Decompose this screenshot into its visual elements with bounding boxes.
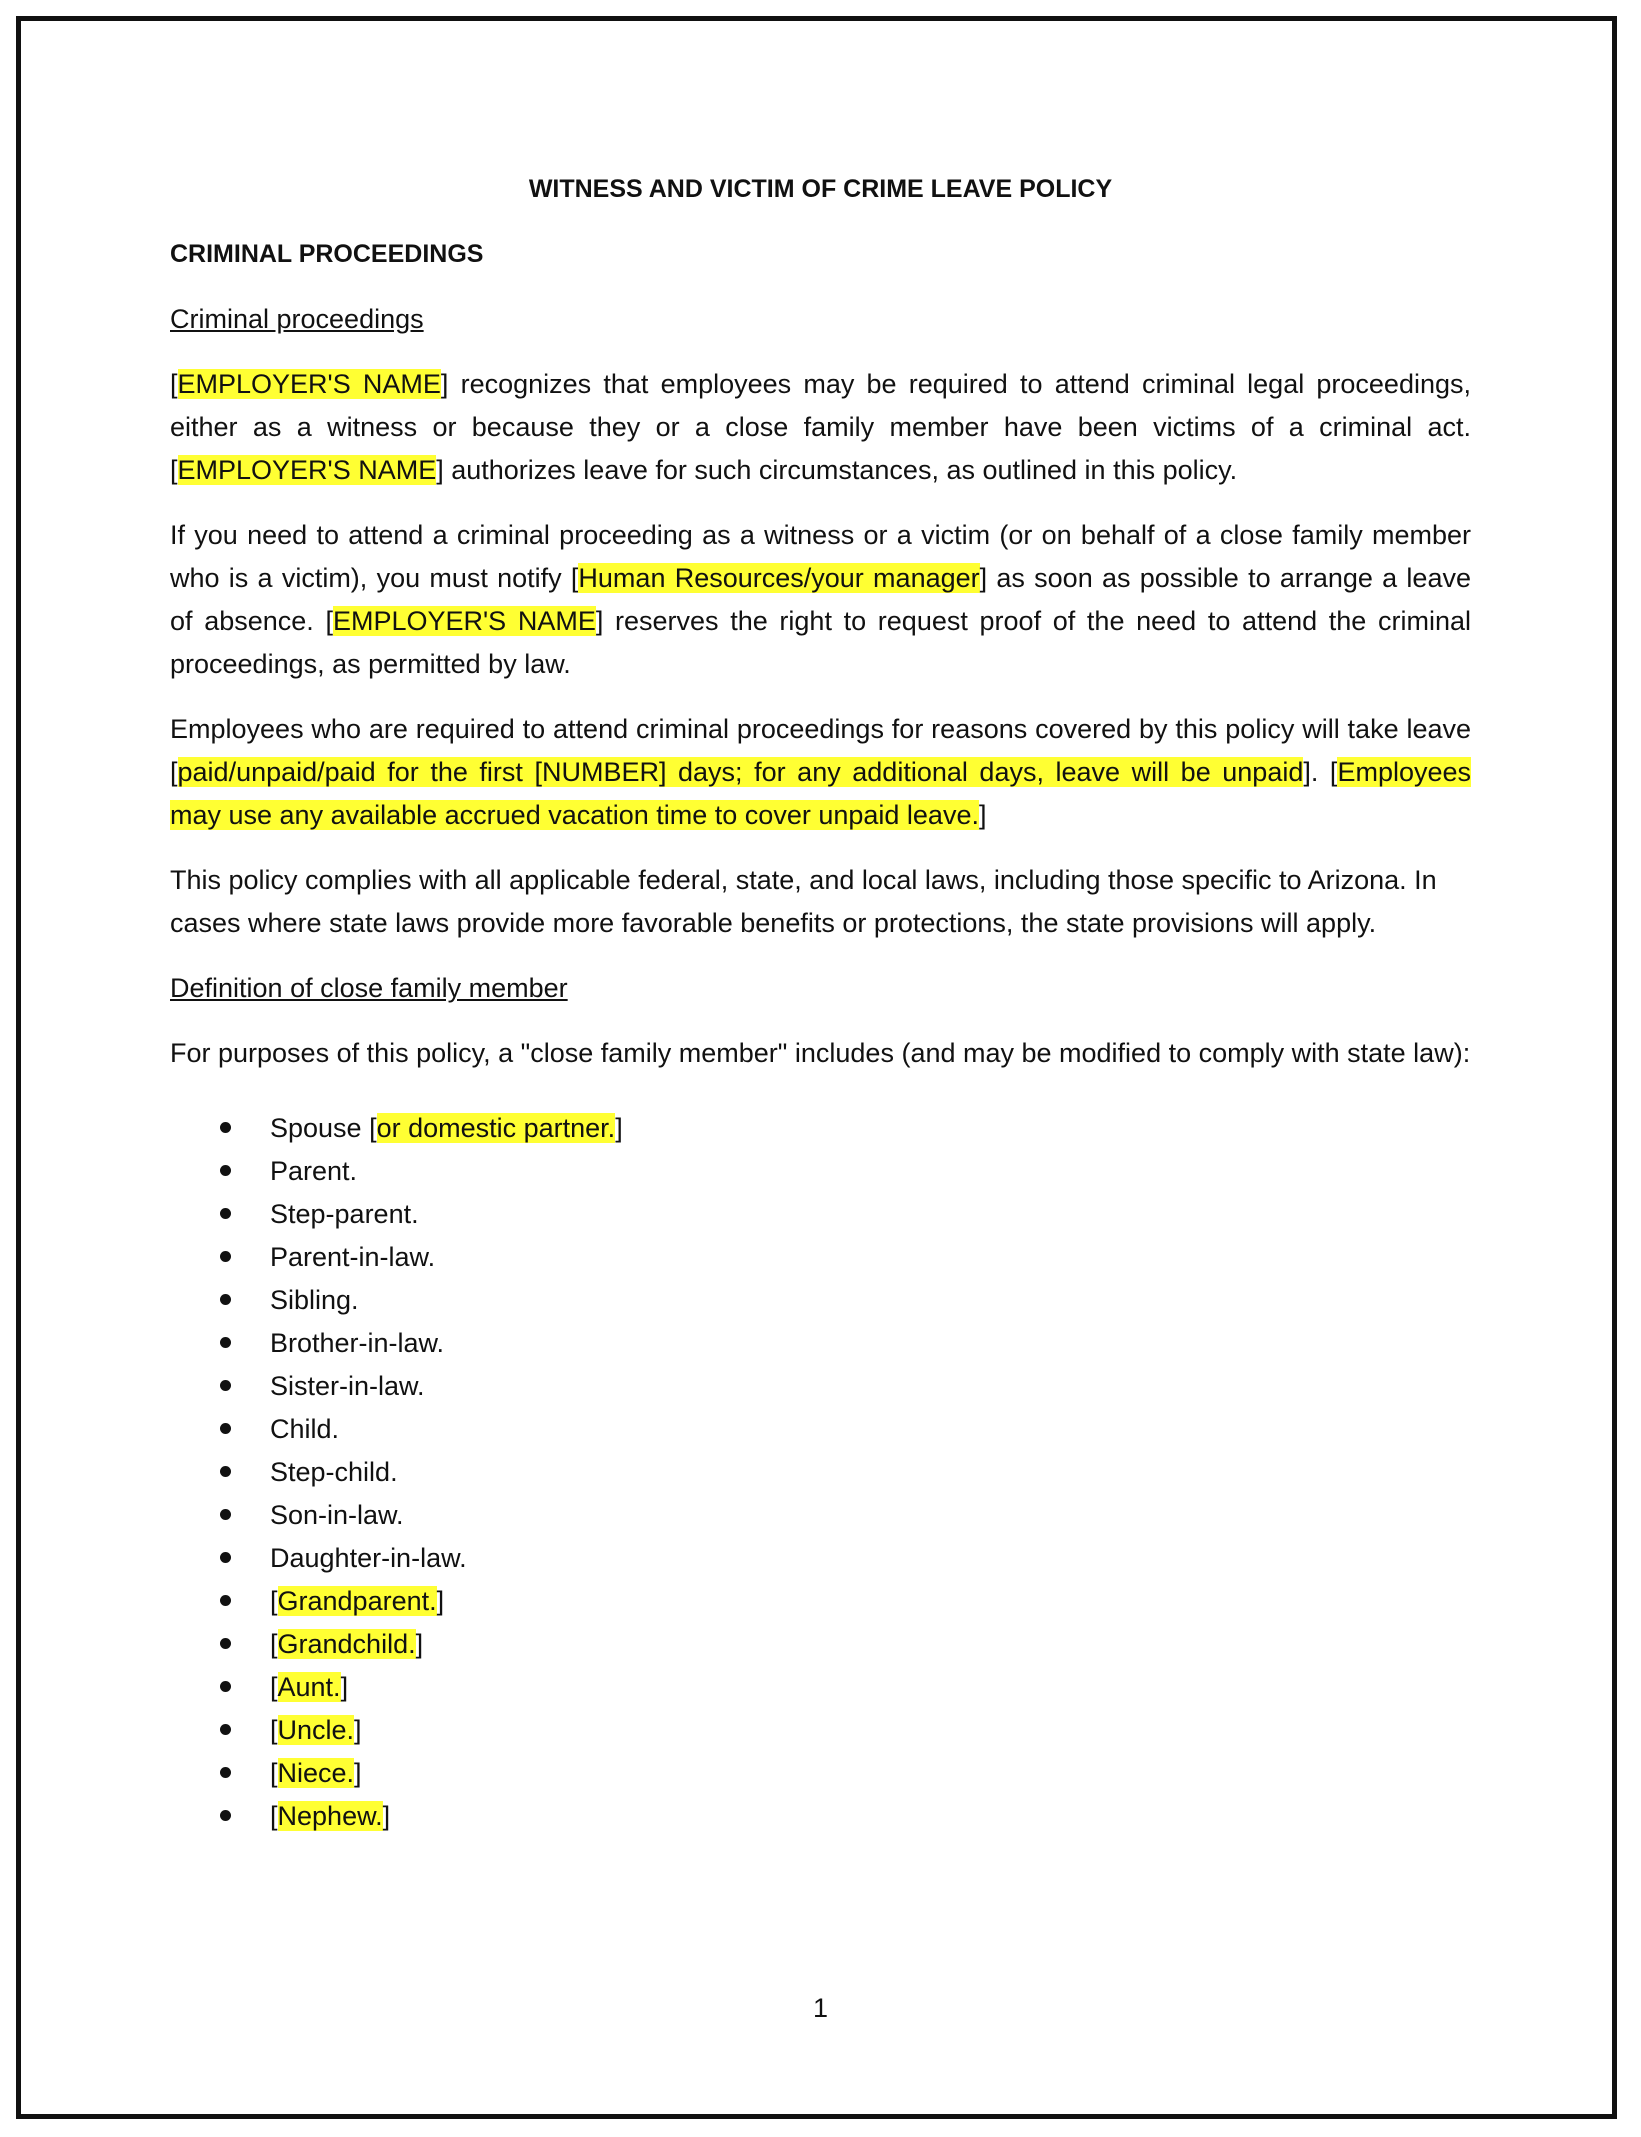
list-item-placeholder: Nephew. bbox=[277, 1801, 383, 1831]
text-segment: [ bbox=[170, 369, 178, 399]
list-item-text: ] bbox=[354, 1758, 362, 1788]
list-item bbox=[170, 1709, 1471, 1752]
bullet-icon bbox=[220, 1552, 231, 1563]
list-item-text: Parent-in-law. bbox=[270, 1242, 436, 1272]
text-segment: ] as soon as possible to arrange a leave of absence. [ bbox=[170, 563, 1471, 636]
list-item-placeholder: Grandparent. bbox=[277, 1586, 437, 1616]
text-segment: ] authorizes leave for such circumstances, as outlined in this policy. bbox=[436, 455, 1238, 485]
list-item-placeholder: Niece. bbox=[277, 1758, 355, 1788]
bullet-icon bbox=[220, 1466, 231, 1477]
text-segment: Employees who are required to attend criminal proceedings for reasons covered by this policy will take leave [ bbox=[170, 714, 1471, 787]
page-number: 1 bbox=[812, 1993, 829, 2023]
paragraph-notification bbox=[170, 514, 1471, 686]
list-item-text: Step-child. bbox=[270, 1457, 398, 1487]
text-segment: ] reserves the right to request proof of the need to attend the criminal proceedings, as permitted by law. bbox=[170, 606, 1472, 679]
bullet-icon bbox=[220, 1122, 231, 1133]
placeholder-employer-name: EMPLOYER'S NAME bbox=[177, 455, 437, 485]
list-item-text: [ bbox=[270, 1801, 278, 1831]
list-item bbox=[170, 1666, 1471, 1709]
list-item-text: Sibling. bbox=[270, 1285, 359, 1315]
bullet-icon bbox=[220, 1595, 231, 1606]
list-item-text: [ bbox=[270, 1715, 278, 1745]
list-item bbox=[170, 1408, 1471, 1451]
list-item bbox=[170, 1150, 1471, 1193]
bullet-icon bbox=[220, 1638, 231, 1649]
list-item-placeholder: or domestic partner. bbox=[376, 1113, 616, 1143]
bullet-icon bbox=[220, 1294, 231, 1305]
placeholder-pay-terms: paid/unpaid/paid for the first [NUMBER] days; for any additional days, leave will be unpaid bbox=[177, 757, 1304, 787]
list-item-text: [ bbox=[270, 1758, 278, 1788]
list-item-text: Parent. bbox=[270, 1156, 358, 1186]
paragraph-compliance: This policy complies with all applicable federal, state, and local laws, including those specific to Arizona. In cases where state laws provide more favorable benefits or protections, the state provisions will apply. bbox=[170, 865, 1437, 938]
document-body bbox=[170, 168, 1471, 1838]
subheading-close-family-member: Definition of close family member bbox=[170, 973, 568, 1003]
list-item bbox=[170, 1322, 1471, 1365]
list-item-text: Sister-in-law. bbox=[270, 1371, 425, 1401]
list-item-text: ] bbox=[354, 1715, 362, 1745]
list-item-placeholder: Grandchild. bbox=[277, 1629, 416, 1659]
bullet-icon bbox=[220, 1380, 231, 1391]
bullet-icon bbox=[220, 1767, 231, 1778]
bullet-icon bbox=[220, 1165, 231, 1176]
list-item bbox=[170, 1365, 1471, 1408]
list-item-placeholder: Uncle. bbox=[277, 1715, 355, 1745]
text-segment: ] recognizes that employees may be required to attend criminal legal proceedings, either as a witness or because they or a close family member have been victims of a criminal act. [ bbox=[170, 369, 1471, 485]
list-item-text: ] bbox=[436, 1586, 445, 1616]
placeholder-employer-name: EMPLOYER'S NAME bbox=[177, 369, 441, 399]
list-item bbox=[170, 1580, 1471, 1623]
list-item-text: [ bbox=[270, 1672, 278, 1702]
subheading-criminal-proceedings: Criminal proceedings bbox=[170, 304, 424, 334]
list-item-text: Son-in-law. bbox=[270, 1500, 404, 1530]
list-item-text: ] bbox=[615, 1113, 623, 1143]
list-item-text: Step-parent. bbox=[270, 1199, 419, 1229]
bullet-icon bbox=[220, 1337, 231, 1348]
list-item bbox=[170, 1623, 1471, 1666]
list-item-text: [ bbox=[270, 1629, 278, 1659]
list-item-text: Daughter-in-law. bbox=[270, 1543, 467, 1573]
document-title: WITNESS AND VICTIM OF CRIME LEAVE POLICY bbox=[528, 175, 1113, 203]
list-item bbox=[170, 1537, 1471, 1580]
bullet-icon bbox=[220, 1681, 231, 1692]
bullet-icon bbox=[220, 1810, 231, 1821]
list-item-text: Spouse [ bbox=[270, 1113, 377, 1143]
list-item bbox=[170, 1236, 1471, 1279]
list-item bbox=[170, 1451, 1471, 1494]
family-member-list bbox=[170, 1107, 1471, 1838]
list-item bbox=[170, 1795, 1471, 1838]
text-segment: ]. [ bbox=[1303, 757, 1338, 787]
placeholder-employer-name: EMPLOYER'S NAME bbox=[332, 606, 596, 636]
paragraph-pay bbox=[170, 708, 1471, 837]
placeholder-vacation-clause: Employees may use any available accrued vacation time to cover unpaid leave. bbox=[170, 757, 1472, 830]
list-item-placeholder: Aunt. bbox=[277, 1672, 341, 1702]
bullet-icon bbox=[220, 1724, 231, 1735]
bullet-icon bbox=[220, 1423, 231, 1434]
bullet-icon bbox=[220, 1208, 231, 1219]
list-item-text: ] bbox=[382, 1801, 391, 1831]
list-item bbox=[170, 1494, 1471, 1537]
paragraph-definition: For purposes of this policy, a "close family member" includes (and may be modified to comply with state law): bbox=[170, 1038, 1471, 1068]
list-item-text: Child. bbox=[270, 1414, 340, 1444]
list-item bbox=[170, 1107, 1471, 1150]
list-item bbox=[170, 1193, 1471, 1236]
placeholder-contact: Human Resources/your manager bbox=[578, 563, 980, 593]
list-item-text: ] bbox=[340, 1672, 349, 1702]
list-item bbox=[170, 1279, 1471, 1322]
list-item-text: [ bbox=[270, 1586, 278, 1616]
text-segment: If you need to attend a criminal proceeding as a witness or a victim (or on behalf of a close family member who is a victim), you must notify [ bbox=[170, 520, 1471, 593]
list-item bbox=[170, 1752, 1471, 1795]
bullet-icon bbox=[220, 1509, 231, 1520]
paragraph-recognition bbox=[170, 363, 1471, 492]
list-item-text: Brother-in-law. bbox=[270, 1328, 445, 1358]
text-segment: ] bbox=[978, 800, 987, 830]
section-heading: CRIMINAL PROCEEDINGS bbox=[170, 240, 484, 268]
bullet-icon bbox=[220, 1251, 231, 1262]
list-item-text: ] bbox=[415, 1629, 424, 1659]
